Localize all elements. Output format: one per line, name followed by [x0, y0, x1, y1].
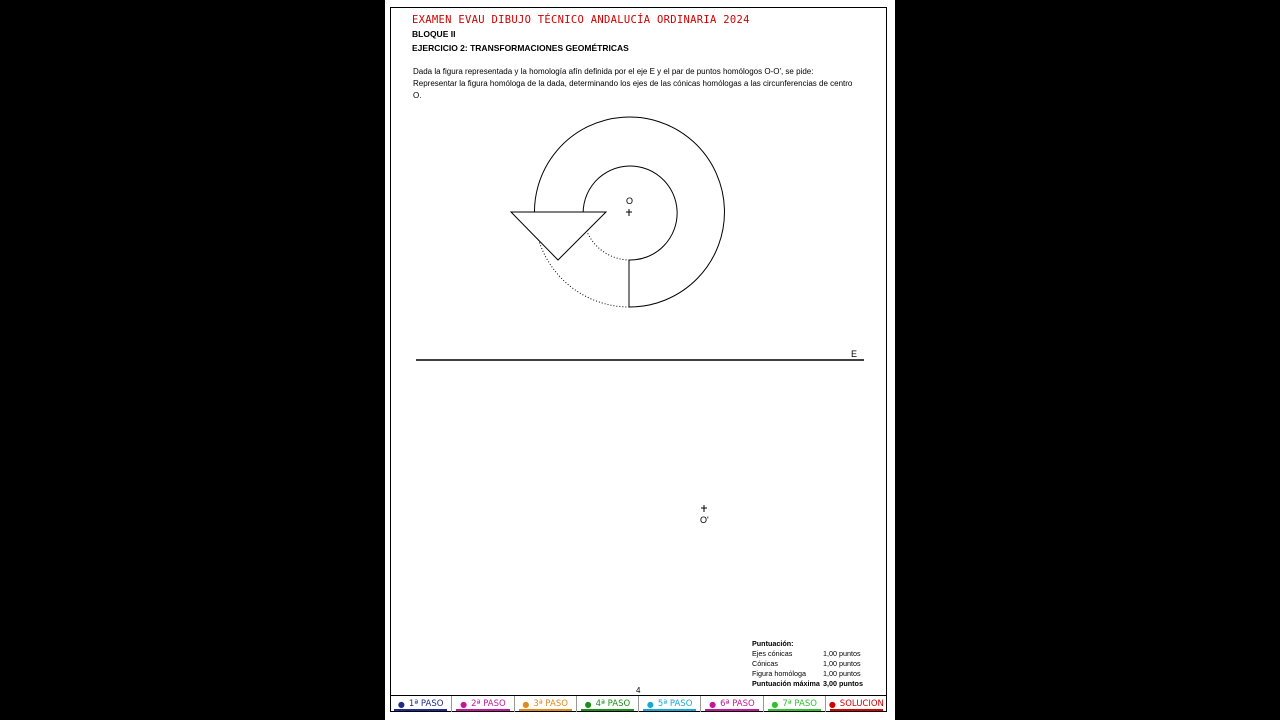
scoring-points: 1,00 puntos: [823, 659, 861, 668]
step-tab-2[interactable]: [452, 696, 514, 712]
scoring-row: [752, 669, 863, 679]
statement-line-2: Representar la figura homóloga de la dada, determinando los ejes de las cónicas homólogas a las circunferencias de centro: [413, 79, 853, 88]
step-underline: [519, 709, 572, 711]
step-tab-label: SOLUCION: [839, 699, 884, 709]
scoring-item: Cónicas: [752, 659, 778, 668]
scoring-row: [752, 659, 863, 669]
step-underline: [456, 709, 509, 711]
scoring-table: [752, 639, 863, 689]
step-underline: [705, 709, 758, 711]
step-tab-label: 5ª PASO: [657, 699, 693, 709]
scoring-total-row: [752, 679, 863, 689]
step-underline: [394, 709, 447, 711]
scoring-points: 1,00 puntos: [823, 649, 861, 658]
step-tab-label: 1ª PASO: [408, 699, 444, 709]
scoring-item: Ejes cónicas: [752, 649, 793, 658]
statement-line-1: Dada la figura representada y la homología afín definida por el eje E y el par de puntos homólogos O-O', se pide:: [413, 67, 814, 76]
bullet-icon: ●: [771, 699, 779, 709]
step-underline: [643, 709, 696, 711]
scoring-total-points: 3,00 puntos: [823, 679, 863, 688]
solution-tab[interactable]: [826, 696, 887, 712]
bullet-icon: ●: [397, 699, 405, 709]
bullet-icon: ●: [646, 699, 654, 709]
bullet-icon: ●: [522, 699, 530, 709]
scoring-points: 1,00 puntos: [823, 669, 861, 678]
page-number: 4: [636, 686, 641, 695]
step-tab-6[interactable]: [701, 696, 763, 712]
exercise-heading: EJERCICIO 2: TRANSFORMACIONES GEOMÉTRICAS: [412, 43, 629, 53]
scoring-row: [752, 649, 863, 659]
scoring-heading: Puntuación:: [752, 639, 794, 648]
step-underline: [581, 709, 634, 711]
step-tab-3[interactable]: [515, 696, 577, 712]
step-tab-label: 6ª PASO: [720, 699, 755, 709]
step-tab-label: 4ª PASO: [595, 699, 631, 709]
bullet-icon: ●: [460, 699, 468, 709]
bullet-icon: ●: [584, 699, 592, 709]
step-tab-label: 7ª PASO: [782, 699, 817, 709]
statement-line-3: O.: [413, 91, 422, 100]
bullet-icon: ●: [828, 699, 836, 709]
center-label: O: [626, 196, 634, 206]
step-tab-label: 2ª PASO: [471, 699, 506, 709]
step-tab-5[interactable]: [639, 696, 701, 712]
step-underline: [768, 709, 821, 711]
scoring-total-label: Puntuación máxima: [752, 679, 820, 688]
step-tab-label: 3ª PASO: [533, 699, 568, 709]
step-underline: [830, 709, 883, 711]
block-heading: BLOQUE II: [412, 29, 456, 39]
step-tabs: [390, 695, 887, 712]
arrow-head: [511, 212, 606, 260]
axis-label: E: [851, 349, 858, 359]
step-tab-1[interactable]: [390, 696, 452, 712]
step-tab-4[interactable]: [577, 696, 639, 712]
exam-title: EXAMEN EVAU DIBUJO TÉCNICO ANDALUCÍA ORDINARIA 2024: [412, 14, 750, 26]
image-center-label: O': [700, 515, 709, 525]
scoring-item: Figura homóloga: [752, 669, 806, 678]
step-tab-7[interactable]: [764, 696, 826, 712]
bullet-icon: ●: [709, 699, 717, 709]
